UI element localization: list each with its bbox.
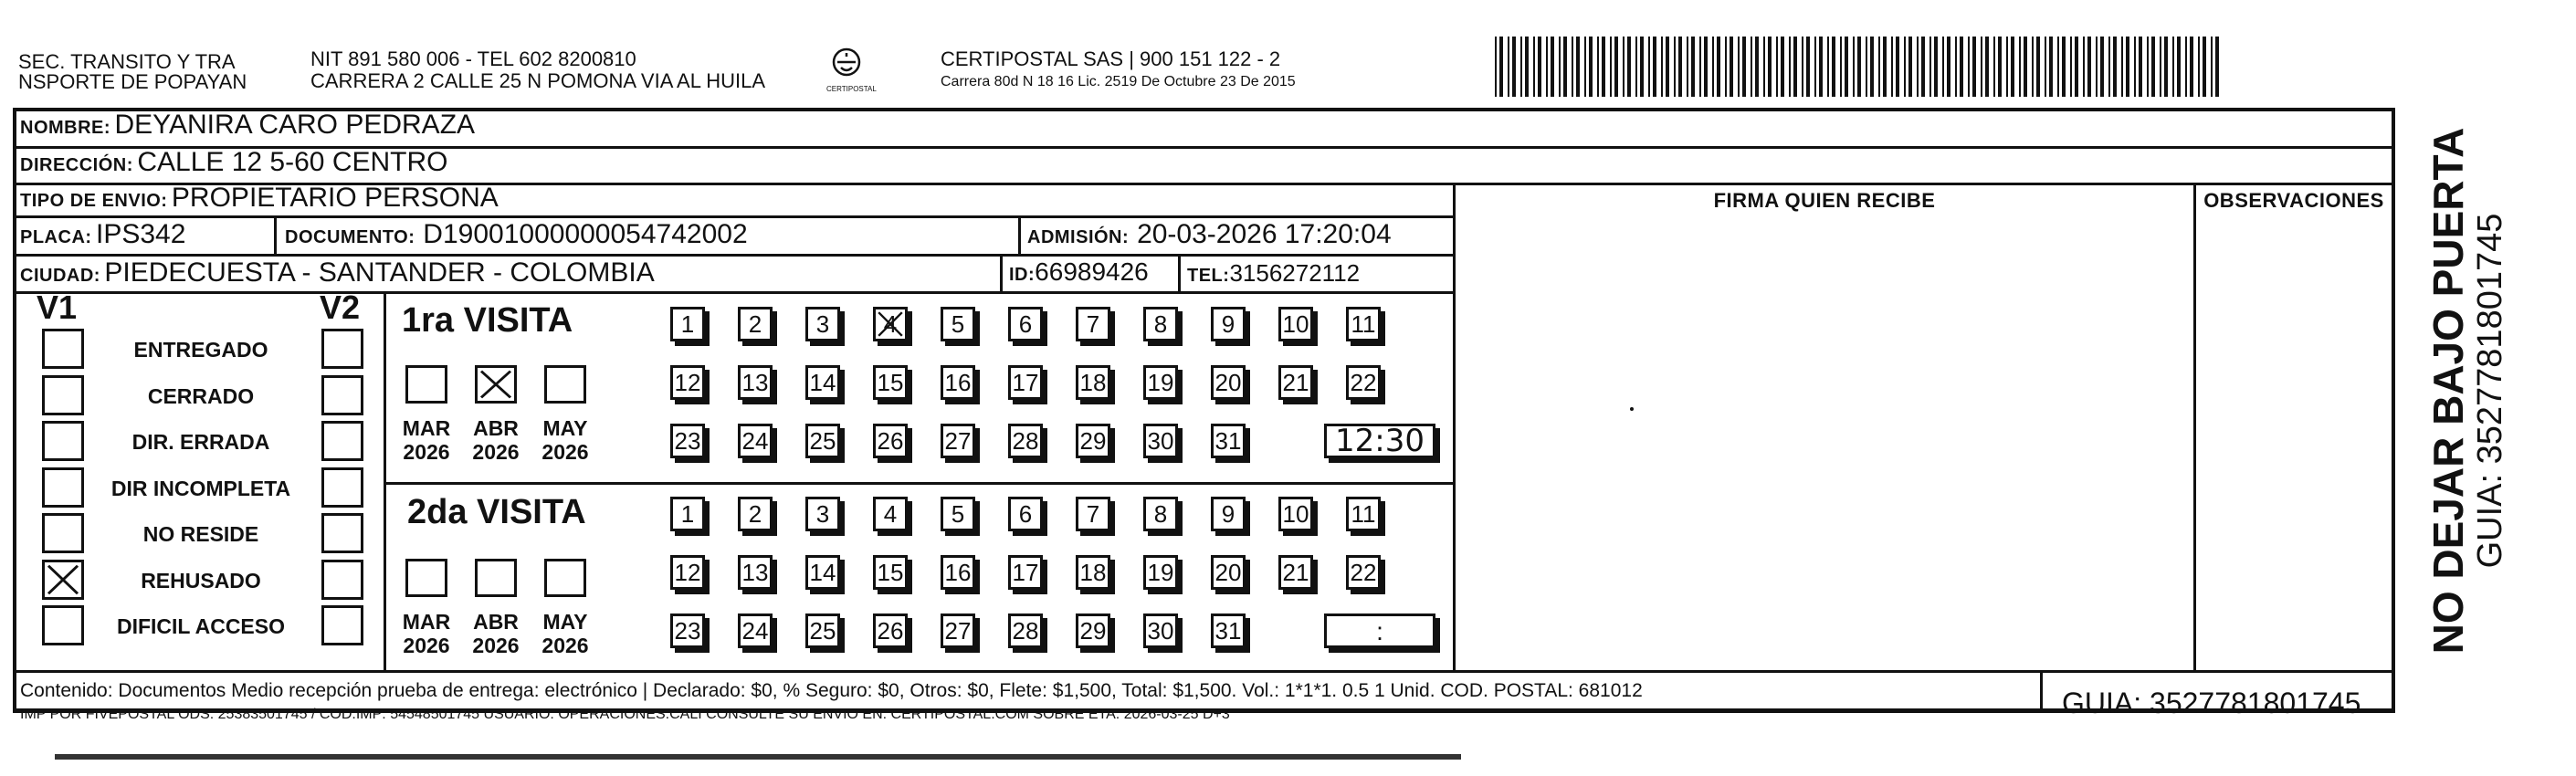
v2-checkbox[interactable]: [321, 513, 363, 553]
barcode-bar: [1712, 37, 1714, 97]
day-box[interactable]: 28: [1008, 424, 1043, 458]
day-box[interactable]: 29: [1076, 424, 1110, 458]
admision-cell: [1027, 219, 1392, 250]
time-box[interactable]: 12:30: [1324, 424, 1435, 458]
barcode-bar: [1546, 37, 1548, 97]
barcode-bar: [2087, 37, 2091, 97]
barcode-bar: [1929, 37, 1931, 97]
barcode-bar: [2177, 37, 2181, 97]
barcode-bar: [1819, 37, 1823, 97]
day-box[interactable]: 11: [1346, 497, 1381, 531]
barcode-bar: [1717, 37, 1720, 97]
documento-label: DOCUMENTO:: [285, 227, 415, 247]
month-label: ABR: [473, 610, 519, 634]
barcode-bar: [2113, 37, 2117, 97]
barcode-bar: [1866, 37, 1867, 97]
placa-cell: [20, 219, 185, 250]
day-box[interactable]: 5: [941, 307, 975, 341]
day-box[interactable]: 27: [941, 613, 975, 648]
no-dejar-bajo-puerta: NO DEJAR BAJO PUERTA: [2424, 127, 2472, 655]
barcode-bar: [2108, 37, 2110, 97]
barcode-bar: [1589, 37, 1593, 97]
barcode-bar: [1883, 37, 1887, 97]
barcode-bar: [1789, 37, 1791, 97]
month-year: 2026: [541, 634, 589, 657]
day-box[interactable]: 3: [805, 307, 840, 341]
month-checkbox[interactable]: [544, 365, 586, 404]
barcode-bar: [1960, 37, 1963, 97]
courier-name: CERTIPOSTAL SAS | 900 151 122 - 2: [941, 47, 1281, 70]
barcode-bar: [1627, 37, 1631, 97]
first-visit-title: 1ra VISITA: [402, 301, 573, 340]
barcode-bar: [1904, 37, 1906, 97]
day-box[interactable]: 24: [738, 424, 773, 458]
id-label: ID:: [1009, 265, 1036, 285]
barcode-bar: [1934, 37, 1938, 97]
barcode-bar: [2211, 37, 2213, 97]
day-box[interactable]: 14: [805, 365, 840, 400]
v1-checkbox[interactable]: [42, 560, 84, 600]
barcode-bar: [1602, 37, 1605, 97]
barcode-bar: [1870, 37, 1874, 97]
ink-dot: [1630, 407, 1634, 411]
barcode-bar: [2070, 37, 2072, 97]
barcode-bar: [2198, 37, 2200, 97]
barcode-bar: [1614, 37, 1618, 97]
barcode-bar: [1687, 37, 1688, 97]
barcode-bar: [1499, 37, 1503, 97]
day-box[interactable]: 9: [1211, 307, 1246, 341]
barcode-bar: [2045, 37, 2046, 97]
admision-label: ADMISIÓN:: [1027, 227, 1130, 247]
day-box[interactable]: 27: [941, 424, 975, 458]
id-value: 66989426: [1035, 257, 1149, 286]
barcode-bar: [2134, 37, 2136, 97]
status-label: DIFICIL ACCESO: [116, 614, 285, 638]
sender-name-line1: SEC. TRANSITO Y TRA: [18, 50, 236, 73]
sender-name-line2: NSPORTE DE POPAYAN: [18, 70, 247, 93]
x-mark-icon: [45, 562, 81, 597]
placa-value: IPS342: [96, 219, 186, 249]
barcode-bar: [1908, 37, 1912, 97]
side-guia: GUIA: 3527781801745: [2471, 213, 2509, 569]
id-cell: [1009, 257, 1149, 287]
tel-value: 3156272112: [1229, 259, 1361, 287]
barcode-bar: [1917, 37, 1919, 97]
barcode-bar: [1972, 37, 1976, 97]
day-box[interactable]: 24: [738, 613, 773, 648]
barcode-bar: [1751, 37, 1752, 97]
month-checkbox[interactable]: [405, 559, 447, 597]
status-label: CERRADO: [147, 384, 255, 408]
x-mark-icon: [478, 368, 514, 401]
day-box[interactable]: 7: [1076, 307, 1110, 341]
barcode-bar: [1921, 37, 1925, 97]
nit-phone: NIT 891 580 006 - TEL 602 8200810: [310, 47, 636, 70]
barcode-bar: [2160, 37, 2161, 97]
day-box[interactable]: 30: [1143, 424, 1178, 458]
barcode-bar: [1653, 37, 1656, 97]
barcode-bar: [2172, 37, 2174, 97]
day-box[interactable]: 14: [805, 555, 840, 590]
month-label: MAR: [402, 610, 451, 634]
barcode-bar: [1896, 37, 1899, 97]
day-box[interactable]: 16: [941, 555, 975, 590]
day-box[interactable]: 15: [873, 555, 908, 590]
contents-line: Contenido: Documentos Medio recepción prueba de entrega: electrónico | Declarado: $0, % Seguro: $0, Otros: $0, Flete: $1,500, Total: $1,500. Vol.: 1*1*1. 0.5 1 Unid. COD. POSTAL: 681012: [20, 680, 1643, 701]
barcode-bar: [1508, 37, 1509, 97]
day-box[interactable]: 5: [941, 497, 975, 531]
barcode-bar: [2019, 37, 2021, 97]
barcode-bar: [1635, 37, 1637, 97]
status-label: ENTREGADO: [133, 338, 268, 362]
barcode-bar: [1827, 37, 1829, 97]
barcode-bar: [1563, 37, 1567, 97]
barcode-bar: [1551, 37, 1554, 97]
scan-edge: [55, 754, 1461, 760]
tel-label: TEL:: [1187, 266, 1230, 286]
barcode-bar: [1597, 37, 1599, 97]
month-label: ABR: [473, 416, 519, 440]
barcode-bar: [1648, 37, 1650, 97]
second-visit-title: 2da VISITA: [407, 493, 586, 531]
tipo-envio-label: TIPO DE ENVIO:: [20, 191, 168, 211]
day-box[interactable]: 30: [1143, 613, 1178, 648]
tipo-envio-row: [20, 183, 499, 214]
frame-right: [2392, 108, 2395, 712]
barcode-bar: [1857, 37, 1861, 97]
day-box[interactable]: 8: [1143, 307, 1178, 341]
barcode-bar: [1814, 37, 1816, 97]
status-label: NO RESIDE: [142, 522, 259, 546]
day-box[interactable]: 7: [1076, 497, 1110, 531]
day-box[interactable]: 13: [738, 365, 773, 400]
month-label: MAY: [542, 610, 588, 634]
barcode-bar: [1678, 37, 1682, 97]
barcode-bar: [1947, 37, 1950, 97]
v2-checkbox[interactable]: [321, 329, 363, 369]
barcode-bar: [2024, 37, 2027, 97]
day-box[interactable]: 16: [941, 365, 975, 400]
barcode-bar: [1981, 37, 1982, 97]
v1-checkbox[interactable]: [42, 605, 84, 645]
direccion-row: [20, 147, 447, 178]
day-box[interactable]: 17: [1008, 555, 1043, 590]
barcode-bar: [2215, 37, 2219, 97]
barcode-bar: [2126, 37, 2129, 97]
month-checkbox[interactable]: [405, 365, 447, 404]
barcode-bar: [2100, 37, 2104, 97]
footer-guia: GUIA: 3527781801745: [2062, 687, 2361, 719]
day-box[interactable]: 25: [805, 424, 840, 458]
v2-checkbox[interactable]: [321, 375, 363, 415]
barcode-bar: [1661, 37, 1663, 97]
barcode-bar: [2185, 37, 2187, 97]
day-box[interactable]: 23: [670, 613, 705, 648]
barcode-bar: [1998, 37, 2002, 97]
barcode-bar: [1623, 37, 1624, 97]
barcode-bar: [2203, 37, 2206, 97]
day-box[interactable]: 10: [1278, 497, 1313, 531]
barcode-bar: [2139, 37, 2142, 97]
barcode-bar: [1738, 37, 1740, 97]
month-year: 2026: [472, 440, 520, 464]
direccion-label: DIRECCIÓN:: [20, 155, 133, 175]
day-box[interactable]: 6: [1008, 497, 1043, 531]
v1-header: V1: [37, 288, 78, 326]
barcode-bar: [2083, 37, 2085, 97]
documento-cell: [285, 219, 748, 250]
barcode-bar: [2036, 37, 2040, 97]
barcode-bar: [1776, 37, 1778, 97]
v2-checkbox[interactable]: [321, 421, 363, 461]
day-box[interactable]: 2: [738, 307, 773, 341]
day-box[interactable]: 6: [1008, 307, 1043, 341]
placa-label: PLACA:: [20, 227, 92, 247]
barcode-bar: [2062, 37, 2066, 97]
v2-header: V2: [320, 288, 361, 326]
admision-value: 20-03-2026 17:20:04: [1137, 219, 1392, 249]
day-box[interactable]: 25: [805, 613, 840, 648]
barcode-bar: [1725, 37, 1727, 97]
barcode-bar: [2121, 37, 2123, 97]
day-box[interactable]: 1: [670, 497, 705, 531]
day-box[interactable]: [873, 307, 908, 341]
month-checkbox[interactable]: [475, 365, 517, 404]
courier-license: Carrera 80d N 18 16 Lic. 2519 De Octubre 23 De 2015: [941, 74, 1296, 89]
barcode-bar: [1806, 37, 1810, 97]
day-number: 4: [883, 310, 898, 338]
month-year: 2026: [403, 634, 450, 657]
ciudad-cell: [20, 257, 655, 288]
barcode-bar: [2147, 37, 2149, 97]
day-box[interactable]: 29: [1076, 613, 1110, 648]
barcode-bar: [2096, 37, 2098, 97]
day-box[interactable]: 19: [1143, 365, 1178, 400]
barcode-bar: [1512, 37, 1516, 97]
barcode-bar: [1993, 37, 1995, 97]
v1-checkbox[interactable]: [42, 513, 84, 553]
barcode-bar: [1802, 37, 1803, 97]
v1-checkbox[interactable]: [42, 329, 84, 369]
barcode-bar: [1730, 37, 1733, 97]
barcode-bar: [1691, 37, 1695, 97]
day-box[interactable]: 9: [1211, 497, 1246, 531]
barcode-bar: [1845, 37, 1848, 97]
barcode-bar: [1576, 37, 1580, 97]
barcode-bar: [1768, 37, 1772, 97]
barcode-bar: [2075, 37, 2078, 97]
barcode-bar: [1699, 37, 1701, 97]
barcode-bar: [1985, 37, 1989, 97]
barcode-bar: [2164, 37, 2168, 97]
day-box[interactable]: 10: [1278, 307, 1313, 341]
barcode-bar: [1853, 37, 1855, 97]
barcode-bar: [2006, 37, 2008, 97]
day-box[interactable]: 20: [1211, 555, 1246, 590]
barcode-bar: [1742, 37, 1746, 97]
svg-text:CERTIPOSTAL: CERTIPOSTAL: [826, 85, 877, 93]
barcode-bar: [1942, 37, 1944, 97]
month-year: 2026: [403, 440, 450, 464]
barcode-bar: [1755, 37, 1759, 97]
day-box[interactable]: 19: [1143, 555, 1178, 590]
barcode-bar: [2151, 37, 2155, 97]
certipostal-logo: [826, 44, 881, 97]
month-year: 2026: [541, 440, 589, 464]
barcode-bar: [1525, 37, 1529, 97]
barcode-bar: [2049, 37, 2053, 97]
barcode-bar: [1559, 37, 1561, 97]
day-box[interactable]: 22: [1346, 555, 1381, 590]
barcode-bar: [2032, 37, 2034, 97]
day-box[interactable]: 3: [805, 497, 840, 531]
day-box[interactable]: 13: [738, 555, 773, 590]
tel-cell: [1187, 259, 1360, 288]
month-label: MAR: [402, 416, 451, 440]
day-box[interactable]: 11: [1346, 307, 1381, 341]
day-box[interactable]: 21: [1278, 365, 1313, 400]
documento-value: D19001000000054742002: [423, 219, 748, 249]
month-checkbox[interactable]: [475, 559, 517, 597]
barcode-bar: [2190, 37, 2193, 97]
barcode-bar: [1610, 37, 1612, 97]
v1-checkbox[interactable]: [42, 467, 84, 508]
frame-left: [13, 108, 16, 712]
time-box[interactable]: :: [1324, 613, 1435, 648]
barcode-bar: [1640, 37, 1644, 97]
day-box[interactable]: 12: [670, 365, 705, 400]
print-info-line: IMP POR FIVEPOSTAL ODS: 25383501745 / COD.IMP: 54548501745 USUARIO: OPERACIONES.CALI CONSULTE SU ENVIO EN: CERTIPOSTAL.COM SOBRE ETA: 2026-03-25 D+3: [20, 707, 1230, 722]
barcode-bar: [1781, 37, 1784, 97]
barcode-bar: [1538, 37, 1541, 97]
day-box[interactable]: 17: [1008, 365, 1043, 400]
day-box[interactable]: 8: [1143, 497, 1178, 531]
barcode-bar: [1878, 37, 1880, 97]
day-box[interactable]: 15: [873, 365, 908, 400]
barcode-bar: [1674, 37, 1676, 97]
ciudad-value: PIEDECUESTA - SANTANDER - COLOMBIA: [104, 257, 655, 288]
day-box[interactable]: 2: [738, 497, 773, 531]
month-label: MAY: [542, 416, 588, 440]
day-box[interactable]: 18: [1076, 365, 1110, 400]
day-box[interactable]: 1: [670, 307, 705, 341]
observaciones-header: OBSERVACIONES: [2203, 189, 2384, 212]
direccion-value: CALLE 12 5-60 CENTRO: [137, 147, 448, 177]
day-box[interactable]: 31: [1211, 613, 1246, 648]
day-box[interactable]: 31: [1211, 424, 1246, 458]
day-box[interactable]: 23: [670, 424, 705, 458]
status-label: REHUSADO: [141, 569, 261, 592]
barcode-bar: [1520, 37, 1522, 97]
barcode-bar: [1704, 37, 1708, 97]
day-box[interactable]: 21: [1278, 555, 1313, 590]
day-box[interactable]: 26: [873, 424, 908, 458]
barcode-bar: [1572, 37, 1573, 97]
barcode-bar: [1891, 37, 1893, 97]
ciudad-label: CIUDAD:: [20, 266, 100, 286]
month-checkbox[interactable]: [544, 559, 586, 597]
v1-checkbox[interactable]: [42, 375, 84, 415]
firma-header: FIRMA QUIEN RECIBE: [1713, 189, 1936, 212]
nombre-row: [20, 110, 475, 141]
barcode: [1495, 37, 2220, 97]
day-box[interactable]: 22: [1346, 365, 1381, 400]
v2-checkbox[interactable]: [321, 560, 363, 600]
v2-checkbox[interactable]: [321, 467, 363, 508]
v1-checkbox[interactable]: [42, 421, 84, 461]
barcode-bar: [1793, 37, 1797, 97]
barcode-bar: [1763, 37, 1765, 97]
barcode-bar: [1584, 37, 1586, 97]
month-year: 2026: [472, 634, 520, 657]
status-label: DIR INCOMPLETA: [110, 477, 291, 500]
barcode-bar: [1832, 37, 1835, 97]
barcode-bar: [1840, 37, 1842, 97]
barcode-bar: [1495, 37, 1497, 97]
tipo-envio-value: PROPIETARIO PERSONA: [171, 183, 499, 213]
barcode-bar: [2057, 37, 2059, 97]
day-box[interactable]: 18: [1076, 555, 1110, 590]
barcode-bar: [1666, 37, 1669, 97]
day-box[interactable]: 20: [1211, 365, 1246, 400]
sender-address: CARRERA 2 CALLE 25 N POMONA VIA AL HUILA: [310, 69, 766, 92]
barcode-bar: [2011, 37, 2014, 97]
barcode-bar: [1968, 37, 1970, 97]
v2-checkbox[interactable]: [321, 605, 363, 645]
barcode-bar: [1533, 37, 1535, 97]
day-box[interactable]: 4: [873, 497, 908, 531]
nombre-label: NOMBRE:: [20, 118, 111, 138]
barcode-bar: [1955, 37, 1957, 97]
day-box[interactable]: 26: [873, 613, 908, 648]
day-box[interactable]: 28: [1008, 613, 1043, 648]
status-label: DIR. ERRADA: [131, 430, 270, 454]
side-notice: [2403, 127, 2531, 655]
day-box[interactable]: 12: [670, 555, 705, 590]
nombre-value: DEYANIRA CARO PEDRAZA: [114, 110, 476, 140]
